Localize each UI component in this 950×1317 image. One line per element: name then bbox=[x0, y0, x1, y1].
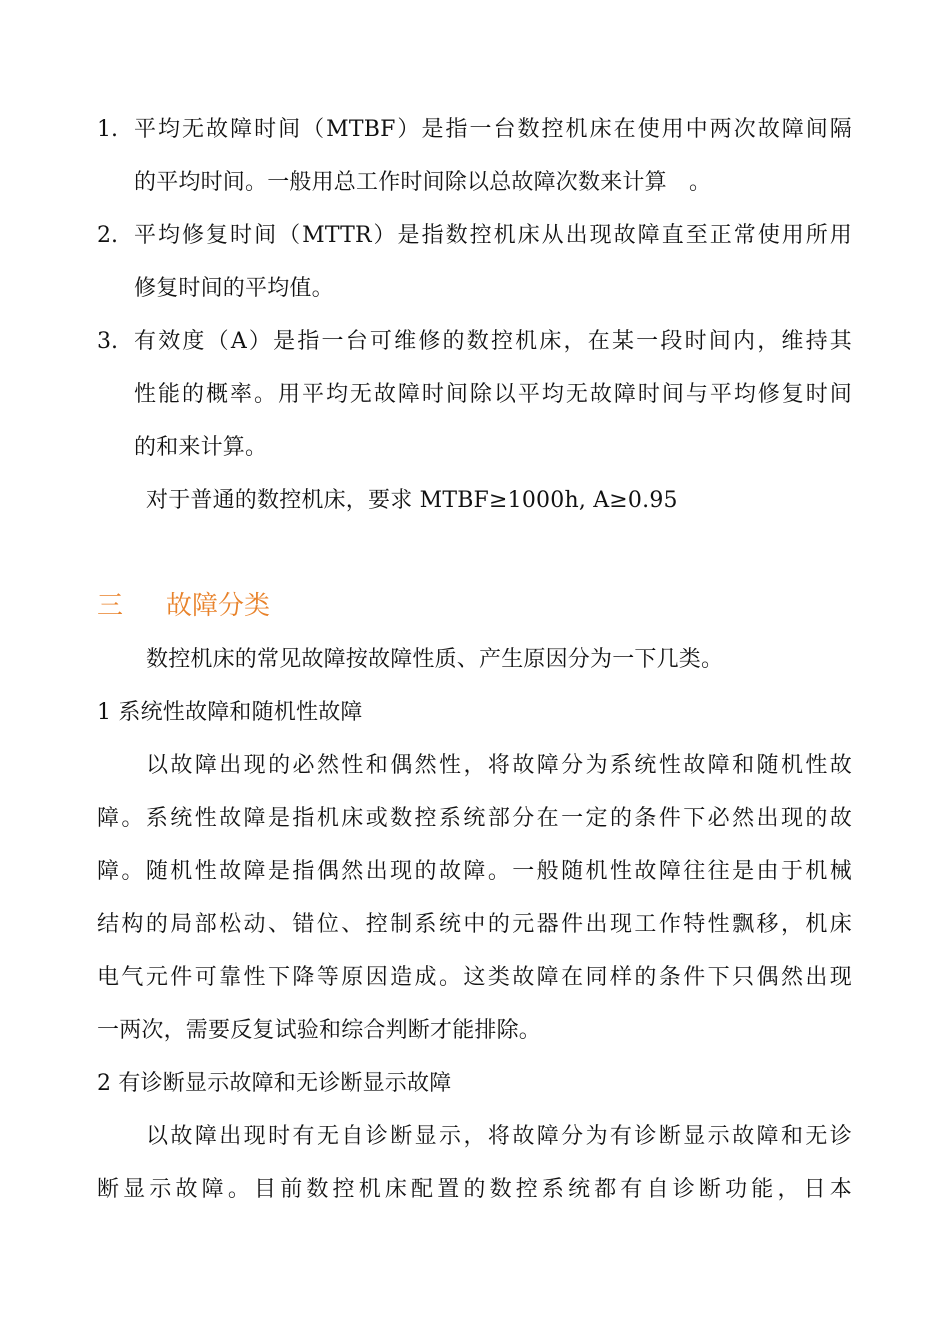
subsection-1-line-6: 一两次，需要反复试验和综合判断才能排除。 bbox=[97, 1018, 542, 1043]
requirement-text: 对于普通的数控机床，要求 MTBF≥1000h, A≥0.95 bbox=[146, 488, 678, 513]
list-number-1: 1. bbox=[97, 117, 118, 142]
subsection-1-line-4: 结构的局部松动、错位、控制系统中的元器件出现工作特性飘移，机床 bbox=[97, 912, 852, 937]
subsection-1-heading: 1 系统性故障和随机性故障 bbox=[97, 700, 363, 725]
subsection-2-heading: 2 有诊断显示故障和无诊断显示故障 bbox=[97, 1071, 452, 1096]
subsection-1-line-3: 障。随机性故障是指偶然出现的故障。一般随机性故障往往是由于机械 bbox=[97, 859, 852, 884]
list-item-3-line-3: 的和来计算。 bbox=[134, 435, 268, 460]
intro-paragraph: 数控机床的常见故障按故障性质、产生原因分为一下几类。 bbox=[146, 647, 724, 672]
subsection-1-line-2: 障。系统性故障是指机床或数控系统部分在一定的条件下必然出现的故 bbox=[97, 806, 852, 831]
list-number-2: 2. bbox=[97, 223, 118, 248]
list-number-3: 3. bbox=[97, 329, 118, 354]
subsection-1-line-1: 以故障出现的必然性和偶然性，将故障分为系统性故障和随机性故 bbox=[146, 753, 852, 778]
section-title: 故障分类 bbox=[166, 591, 271, 621]
subsection-1-line-5: 电气元件可靠性下降等原因造成。这类故障在同样的条件下只偶然出现 bbox=[97, 965, 852, 990]
list-item-1-line-2: 的平均时间。一般用总工作时间除以总故障次数来计算 。 bbox=[134, 170, 712, 195]
subsection-2-line-2: 断显示故障。目前数控机床配置的数控系统都有自诊断功能，日本 bbox=[97, 1177, 852, 1202]
list-item-1-line-1: 平均无故障时间（MTBF）是指一台数控机床在使用中两次故障间隔 bbox=[134, 117, 852, 142]
list-item-3-line-1: 有效度（A）是指一台可维修的数控机床，在某一段时间内，维持其 bbox=[134, 329, 852, 354]
section-number: 三 bbox=[97, 591, 124, 621]
list-item-2-line-2: 修复时间的平均值。 bbox=[134, 276, 334, 301]
list-item-3-line-2: 性能的概率。用平均无故障时间除以平均无故障时间与平均修复时间 bbox=[134, 382, 852, 407]
subsection-2-line-1: 以故障出现时有无自诊断显示，将故障分为有诊断显示故障和无诊 bbox=[146, 1124, 852, 1149]
list-item-2-line-1: 平均修复时间（MTTR）是指数控机床从出现故障直至正常使用所用 bbox=[134, 223, 852, 248]
